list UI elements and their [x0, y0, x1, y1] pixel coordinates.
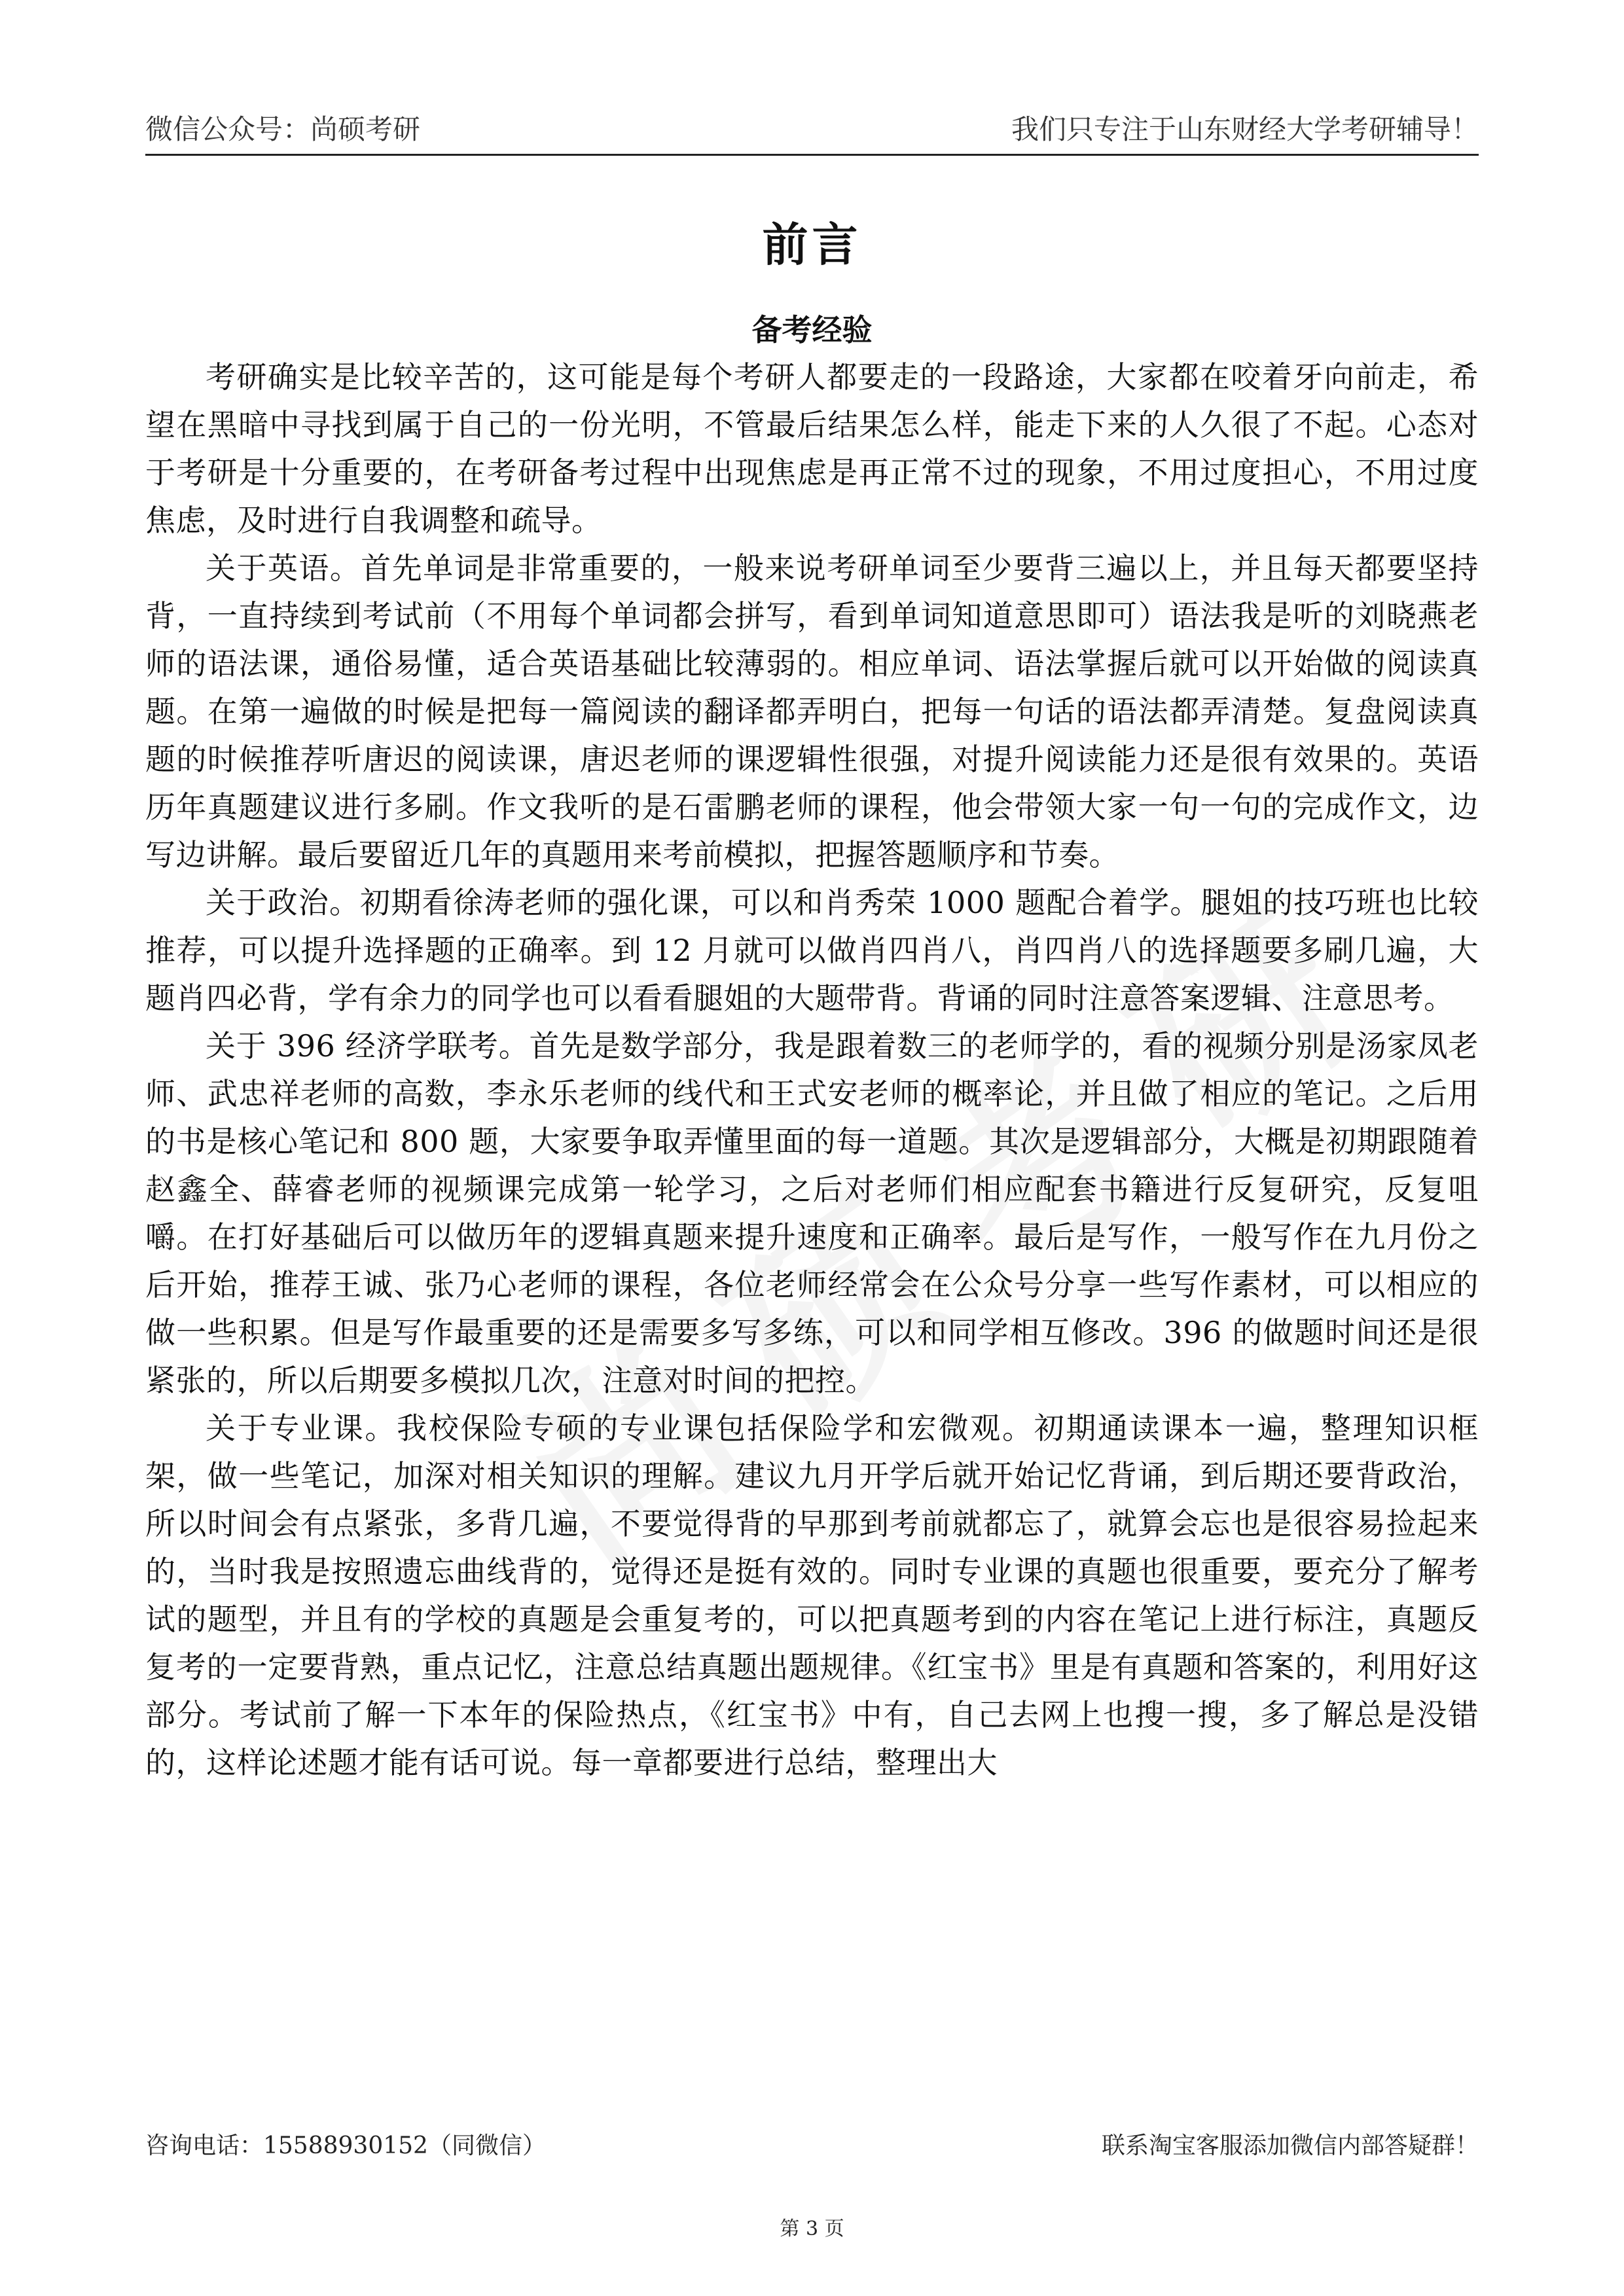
footer-phone: 咨询电话：15588930152（同微信） — [145, 2132, 546, 2159]
paragraph-intro: 考研确实是比较辛苦的，这可能是每个考研人都要走的一段路途，大家都在咬着牙向前走，希望在黑暗中寻找到属于自己的一份光明，不管最后结果怎么样，能走下来的人久很了不起。心态对于考研是十分重要的，在考研备考过程中出现焦虑是再正常不过的现象，不用过度担心，不用过度焦虑，及时进行自我调整和疏导。 — [145, 359, 1479, 538]
paragraph-politics: 关于政治。初期看徐涛老师的强化课，可以和肖秀荣 1000 题配合着学。腿姐的技巧班也比较推荐，可以提升选择题的正确率。到 12 月就可以做肖四肖八，肖四肖八的选择题要多刷几遍，大题肖四必背，学有余力的同学也可以看看腿姐的大题带背。背诵的同时注意答案逻辑、注意思考。 — [145, 885, 1479, 1016]
paragraph-major: 关于专业课。我校保险专硕的专业课包括保险学和宏微观。初期通读课本一遍，整理知识框架，做一些笔记，加深对相关知识的理解。建议九月开学后就开始记忆背诵，到后期还要背政治，所以时间会有点紧张，多背几遍，不要觉得背的早那到考前就都忘了，就算会忘也是很容易捡起来的，当时我是按照遗忘曲线背的，觉得还是挺有效的。同时专业课的真题也很重要，要充分了解考试的题型，并且有的学校的真题是会重复考的，可以把真题考到的内容在笔记上进行标注，真题反复考的一定要背熟，重点记忆，注意总结真题出题规律。《红宝书》里是有真题和答案的，利用好这部分。考试前了解一下本年的保险热点，《红宝书》中有，自己去网上也搜一搜，多了解总是没错的，这样论述题才能有话可说。每一章都要进行总结，整理出大 — [145, 1410, 1479, 1780]
footer-contact: 联系淘宝客服添加微信内部答疑群！ — [1101, 2132, 1479, 2159]
paragraph-396: 关于 396 经济学联考。首先是数学部分，我是跟着数三的老师学的，看的视频分别是汤家凤老师、武忠祥老师的高数，李永乐老师的线代和王式安老师的概率论，并且做了相应的笔记。之后用的书是核心笔记和 800 题，大家要争取弄懂里面的每一道题。其次是逻辑部分，大概是初期跟随着赵鑫全、薛睿老师的视频课完成第一轮学习，之后对老师们相应配套书籍进行反复研究，反复咀嚼。在打好基础后可以做历年的逻辑真题来提升速度和正确率。最后是写作，一般写作在九月份之后开始，推荐王诚、张乃心老师的课程，各位老师经常会在公众号分享一些写作素材，可以相应的做一些积累。但是写作最重要的还是需要多写多练，可以和同学相互修改。396 的做题时间还是很紧张的，所以后期要多模拟几次，注意对时间的把控。 — [145, 1028, 1479, 1398]
page-number: 第 3 页 — [780, 2217, 844, 2240]
page-title: 前言 — [762, 218, 862, 272]
document-body — [145, 353, 1479, 1787]
section-subtitle: 备考经验 — [751, 312, 873, 348]
paragraph-english: 关于英语。首先单词是非常重要的，一般来说考研单词至少要背三遍以上，并且每天都要坚持背，一直持续到考试前（不用每个单词都会拼写，看到单词知道意思即可）语法我是听的刘晓燕老师的语法课，通俗易懂，适合英语基础比较薄弱的。相应单词、语法掌握后就可以开始做的阅读真题。在第一遍做的时候是把每一篇阅读的翻译都弄明白，把每一句话的语法都弄清楚。复盘阅读真题的时候推荐听唐迟的阅读课，唐迟老师的课逻辑性很强，对提升阅读能力还是很有效果的。英语历年真题建议进行多刷。作文我听的是石雷鹏老师的课程，他会带领大家一句一句的完成作文，边写边讲解。最后要留近几年的真题用来考前模拟，把握答题顺序和节奏。 — [145, 550, 1479, 872]
page-header — [145, 110, 1479, 156]
page-footer — [145, 2127, 1479, 2161]
header-right-text: 我们只专注于山东财经大学考研辅导！ — [1011, 113, 1479, 145]
header-left-text: 微信公众号：尚硕考研 — [145, 113, 421, 145]
